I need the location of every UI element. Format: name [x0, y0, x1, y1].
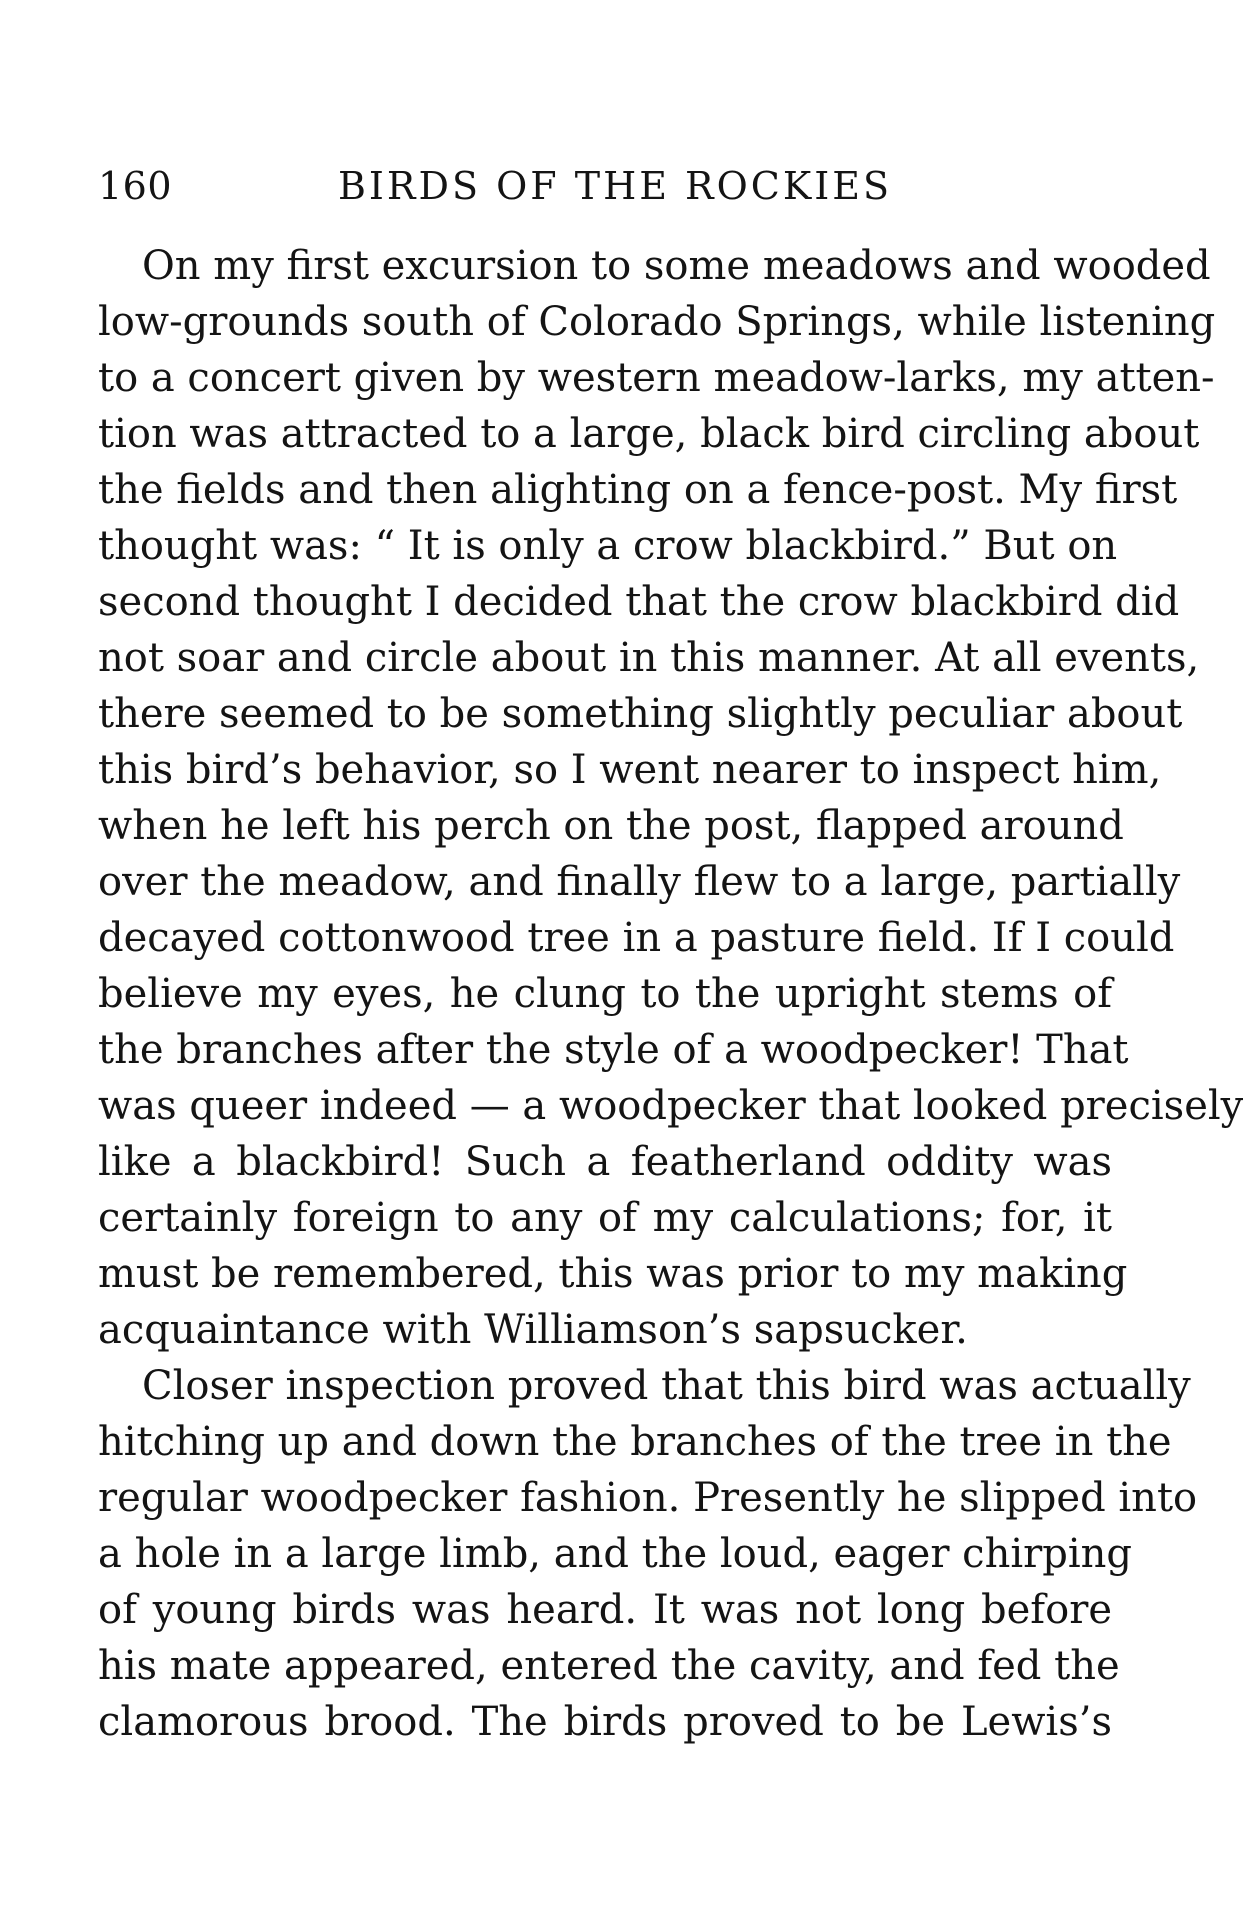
running-head: [98, 158, 1088, 214]
text-line: when he left his perch on the post, flapped around: [98, 803, 1124, 849]
text-line: his mate appeared, entered the cavity, and fed the: [98, 1643, 1120, 1689]
text-line: the branches after the style of a woodpecker! That: [98, 1027, 1129, 1073]
text-line: clamorous brood. The birds proved to be Lewis’s: [98, 1699, 1112, 1745]
text-line: the fields and then alighting on a fence-post. My first: [98, 467, 1178, 513]
text-line: not soar and circle about in this manner. At all events,: [98, 635, 1200, 681]
text-line: acquaintance with Williamson’s sapsucker.: [98, 1307, 968, 1353]
text-line: was queer indeed — a woodpecker that looked precisely: [98, 1083, 1243, 1129]
text-line: to a concert given by western meadow-larks, my atten-: [98, 355, 1215, 401]
text-line: regular woodpecker fashion. Presently he slipped into: [98, 1475, 1198, 1521]
text-line: over the meadow, and finally flew to a large, partially: [98, 859, 1181, 905]
text-line: believe my eyes, he clung to the upright stems of: [98, 971, 1112, 1017]
text-line: On my first excursion to some meadows and wooded: [142, 243, 1211, 289]
text-line: certainly foreign to any of my calculations; for, it: [98, 1195, 1112, 1241]
text-line: decayed cottonwood tree in a pasture field. If I could: [98, 915, 1175, 961]
text-line: low-grounds south of Colorado Springs, while listening: [98, 299, 1216, 345]
text-line: Closer inspection proved that this bird was actually: [142, 1363, 1191, 1409]
text-line: tion was attracted to a large, black bird circling about: [98, 411, 1200, 457]
paragraph-2: [98, 1358, 1198, 1750]
text-line: thought was: “ It is only a crow blackbird.” But on: [98, 523, 1118, 569]
paragraph-1: [98, 238, 1243, 1358]
text-line: hitching up and down the branches of the tree in the: [98, 1419, 1172, 1465]
text-line: this bird’s behavior, so I went nearer to inspect him,: [98, 747, 1162, 793]
page-number: 160: [98, 164, 173, 208]
text-line: second thought I decided that the crow blackbird did: [98, 579, 1180, 625]
text-line: like a blackbird! Such a featherland oddity was: [98, 1139, 1112, 1185]
running-title: BIRDS OF THE ROCKIES: [338, 164, 893, 208]
text-line: a hole in a large limb, and the loud, eager chirping: [98, 1531, 1133, 1577]
text-line: of young birds was heard. It was not long before: [98, 1587, 1112, 1633]
text-line: there seemed to be something slightly peculiar about: [98, 691, 1183, 737]
text-line: must be remembered, this was prior to my making: [98, 1251, 1128, 1297]
body-text: [98, 238, 1243, 1750]
